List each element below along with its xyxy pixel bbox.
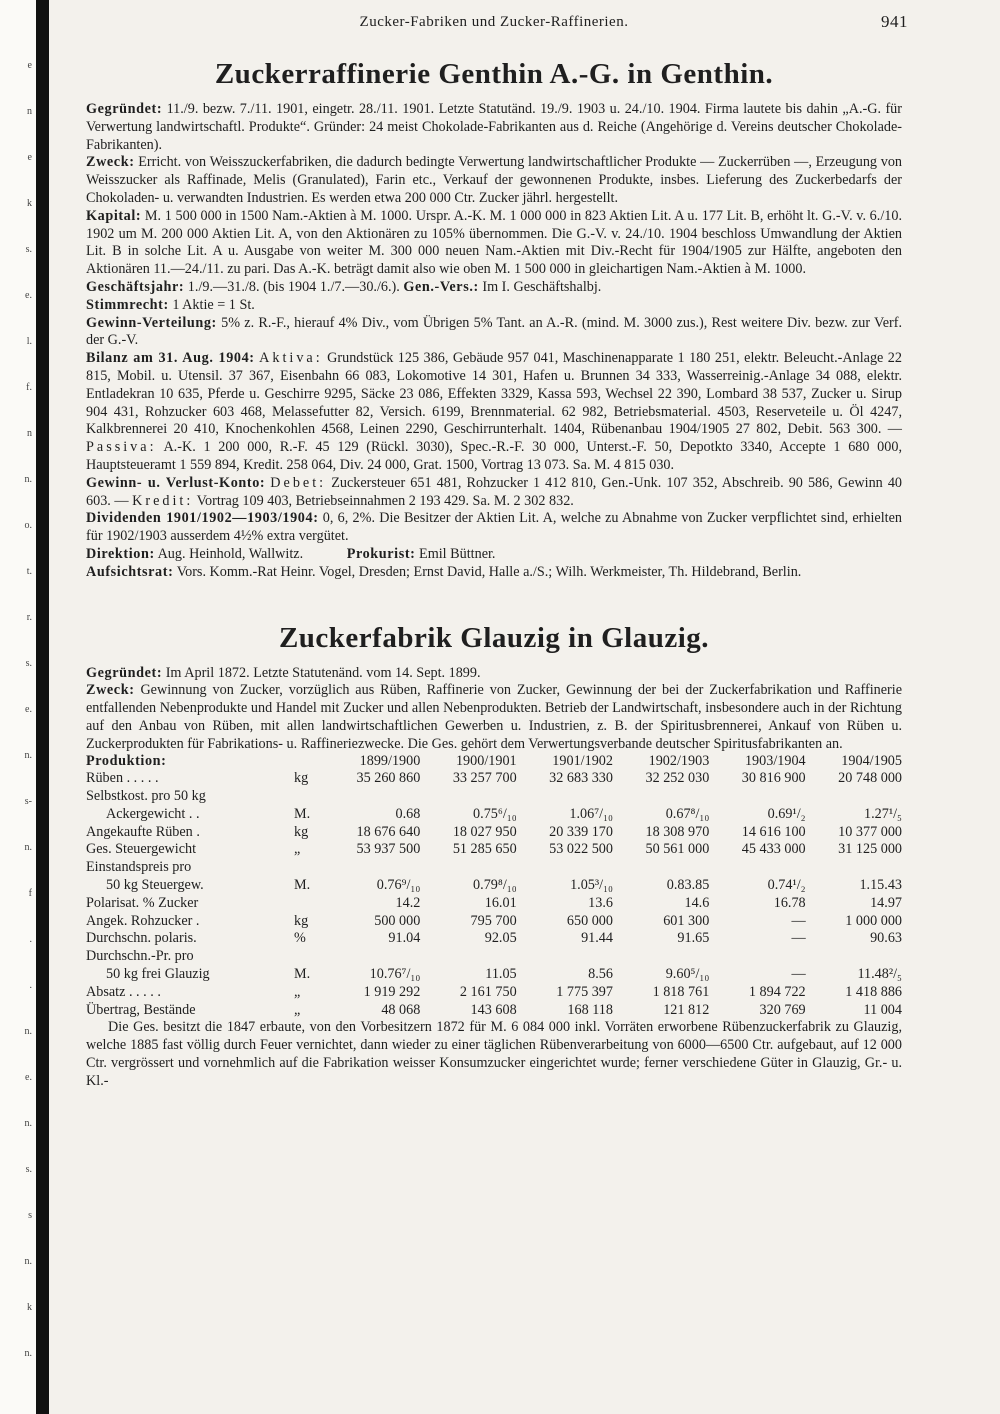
binding-shadow: [36, 0, 49, 1414]
c1-zweck: Zweck: Erricht. von Weisszuckerfabriken, die dadurch bedingte Verwertung landwirtschaftlicher Produkte — Zuckerrüben —, Erzeugung von Weisszucker als Raffinade, Melis (Granulated), Farin etc., Verkauf der gewonnenen Produkte, insbes. Lieferung des Zuckerbedarfs der Chokoladen- u. verwandten Industrien. Es werden etwa 200 000 Ctr. Zucker jährl. hergestellt.: [86, 154, 903, 206]
row-unit: „: [294, 1001, 301, 1018]
margin-fragment: o.: [24, 520, 32, 531]
margin-fragment: t.: [26, 566, 32, 577]
table-cell: [517, 948, 613, 966]
margin-fragment: n: [27, 428, 32, 439]
c1-gewinn-verlust: Gewinn- u. Verlust-Konto: Debet: Zuckersteuer 651 481, Rohzucker 1 412 810, Gen.-Unk. 107 352, Abschreib. 90 586, Gewinn 40 603. — Kredit: Vortrag 109 403, Betriebseinnahmen 2 193 429. Sa. M. 2 302 832.: [86, 474, 903, 509]
table-cell: 2 161 750: [459, 983, 517, 1000]
running-header: [86, 6, 908, 40]
c2-tail-paragraph: Die Ges. besitzt die 1847 erbaute, von den Vorbesitzern 1872 für M. 6 084 000 inkl. Vorräten erworbene Rübenzuckerfabrik zu Glauzig, welche 1885 fast völlig durch Feuer vernichtet, dann wieder zu einer täglichen Rübenverarbeitung von 6000—6500 Ctr. aufgebaut, auf 12 000 Ctr. vergrössert und vornehmlich auf die Fabrikation weisser Konsumzucker eingerichtet wurde; ferner verschiedene Güter in Glauzig, Gr.- u. Kl.-: [86, 1019, 902, 1089]
table-row: [86, 1002, 902, 1020]
row-label: 50 kg frei Glauzig: [106, 966, 210, 983]
margin-fragment: .: [29, 934, 32, 945]
year-header: 1899/1900: [359, 752, 421, 769]
margin-fragment: n.: [24, 1256, 32, 1267]
c1-stimmrecht: Stimmrecht: 1 Aktie = 1 St.: [86, 296, 255, 313]
c1-gewinnverteilung: Gewinn-Verteilung: 5% z. R.-F., hierauf 4% Div., vom Übrigen 5% Tant. an A.-R. (mind. M. 3000 zus.), Rest weitere Div. bezw. zur Verf. der G.-V.: [86, 314, 902, 349]
margin-fragments: [0, 0, 34, 1414]
table-cell: 10 377 000: [838, 823, 902, 840]
margin-fragment: s.: [25, 1164, 32, 1175]
table-cell: 14.6: [684, 894, 710, 911]
page: [86, 6, 908, 1091]
table-cell: [709, 859, 805, 877]
row-label: Übertrag, Bestände: [86, 1001, 196, 1018]
table-cell: [324, 948, 420, 966]
table-cell: 32 683 330: [549, 770, 613, 787]
table-cell: 18 308 970: [645, 823, 710, 840]
margin-fragment: l.: [26, 336, 32, 347]
table-cell: 0.75⁶/₁₀: [473, 805, 517, 822]
company2-title: Zuckerfabrik Glauzig in Glauzig.: [278, 621, 710, 654]
table-cell: [420, 948, 516, 966]
table-cell: 0.83.85: [666, 877, 710, 894]
table-cell: [806, 859, 902, 877]
table-row: [86, 913, 902, 931]
row-label: Durchschn. polaris.: [86, 930, 197, 947]
c1-bilanz: Bilanz am 31. Aug. 1904: Aktiva: Grundstück 125 386, Gebäude 957 041, Maschinenapparate 1 180 251, elektr. Beleucht.-Anlage 22 815, Mobil. u. Utensil. 37 367, Eisenbahn 66 083, Lokomotive 14 301, Hafen u. Brunnen 34 333, Wasserreinig.-Anlage 34 088, elektr. Entladekran 10 635, Pferde u. Geschirre 9295, Säcke 23 086, Effekten 3329, Kassa 593, Wechsel 22 390, Lombard 38 537, Zucker u. Sirup 904 431, Rohzucker 603 468, Melassefutter 82, Versich. 6199, Brennmaterial. 62 982, Betriebsmaterial. 4503, Reserveteile u. Öl 4247, Kalkbrennerei 20 410, Knochenkohlen 4568, Leinen 2290, Geschirrunterhalt. 1404, Rübenanbau 1904/1905 27 802, Debit. 563 300. — Passiva: A.-K. 1 200 000, R.-F. 45 129 (Rückl. 3030), Spec.-R.-F. 30 000, Unterst.-F. 50, Depotkto 3340, Accepte 1 680 000, Hauptsteueramt 1 559 894, Kredit. 258 064, Div. 24 000, Grat. 1500, Vortrag 13 073. Sa. M. 4 815 030.: [86, 350, 902, 473]
table-cell: [613, 788, 709, 806]
production-table: [86, 753, 902, 1020]
table-cell: 1 775 397: [556, 983, 613, 1000]
table-cell: [613, 948, 709, 966]
table-cell: 1 818 761: [652, 983, 710, 1000]
table-cell: 1.15.43: [859, 877, 902, 894]
table-cell: 9.60⁵/₁₀: [665, 966, 710, 983]
row-label: Angekaufte Rüben .: [86, 823, 200, 840]
table-cell: —: [791, 966, 806, 983]
table-row: [86, 895, 902, 913]
table-cell: —: [791, 912, 806, 929]
row-unit: kg: [294, 823, 309, 840]
table-cell: 1 418 886: [845, 983, 902, 1000]
table-cell: [709, 788, 805, 806]
table-cell: 45 433 000: [741, 841, 806, 858]
table-cell: 30 816 900: [741, 770, 806, 787]
c1-kapital: Kapital: M. 1 500 000 in 1500 Nam.-Aktien à M. 1000. Urspr. A.-K. M. 1 000 000 in 823 Aktien Lit. A u. 177 Lit. B, erhöht lt. G.-V. v. 6./10. 1902 um M. 200 000 Aktien Lit. A, von den Aktionären zu 105% übernommen. Die G.-V. v. 24./10. 1904 beschloss Umwandlung der Aktien Lit. B in solche Lit. A u. Ausgabe von weiter M. 300 000 neuen Nam.-Aktien mit Div.-Recht für 1904/1905 zur Hälfte, angeboten den Aktionären 11.—24./11. zu pari. Das A.-K. beträgt damit also wie oben M. 1 500 000 in gleichartigen Nam.-Aktien à M. 1000.: [86, 207, 902, 278]
table-cell: 1.06⁷/₁₀: [569, 805, 613, 822]
table-row: [86, 984, 902, 1002]
table-row: [86, 859, 902, 877]
table-cell: 121 812: [663, 1001, 710, 1018]
table-cell: 0.69¹/₂: [767, 805, 806, 822]
table-cell: 0.74¹/₂: [767, 877, 806, 894]
table-cell: [613, 859, 709, 877]
table-cell: 11.48²/₅: [857, 966, 902, 983]
margin-fragment: e.: [25, 1072, 32, 1083]
table-cell: 32 252 030: [645, 770, 710, 787]
margin-fragment: s.: [25, 658, 32, 669]
table-cell: 18 027 950: [452, 823, 517, 840]
table-cell: 10.76⁷/₁₀: [369, 966, 421, 983]
table-row: [86, 877, 902, 895]
table-cell: 1.27¹/₅: [864, 805, 902, 822]
table-cell: 14.97: [870, 894, 902, 911]
table-cell: 53 937 500: [356, 841, 421, 858]
row-label: Durchschn.-Pr. pro: [86, 948, 194, 965]
row-unit: M.: [294, 805, 311, 822]
margin-fragment: .: [29, 980, 32, 991]
c1-gegruendet: Gegründet: 11./9. bezw. 7./11. 1901, eingetr. 28./11. 1901. Letzte Statutänd. 19./9. 1903 u. 24./10. 1904. Firma lautete bis dahin „A.-G. für Verwertung landwirtschaftl. Produkte“. Gründer: 24 meist Chokolade-Fabrikanten aus d. Reiche (Angehörige d. Vereins deutscher Chokolade-Fabrikanten).: [86, 101, 902, 153]
table-cell: 20 748 000: [838, 770, 902, 787]
row-label: Angek. Rohzucker .: [86, 912, 200, 929]
row-unit: M.: [294, 966, 311, 983]
table-cell: 48 068: [381, 1001, 421, 1018]
production-header-row: [86, 753, 902, 771]
page-number: 941: [881, 12, 908, 31]
margin-fragment: e.: [25, 704, 32, 715]
year-header: 1903/1904: [744, 752, 806, 769]
table-cell: 91.44: [581, 930, 613, 947]
table-cell: [324, 859, 420, 877]
margin-fragment: n.: [24, 1118, 32, 1129]
margin-fragment: k: [27, 198, 32, 209]
table-cell: 0.67⁸/₁₀: [665, 805, 710, 822]
margin-fragment: n.: [24, 842, 32, 853]
row-unit: M.: [294, 877, 311, 894]
table-cell: 168 118: [567, 1001, 613, 1018]
table-row: [86, 966, 902, 984]
table-cell: 91.04: [388, 930, 421, 947]
table-row: [86, 824, 902, 842]
table-cell: 31 125 000: [838, 841, 902, 858]
table-cell: 14 616 100: [741, 823, 806, 840]
table-cell: 1.05³/₁₀: [570, 877, 613, 894]
table-row: [86, 841, 902, 859]
table-cell: 795 700: [470, 912, 517, 929]
table-cell: [517, 859, 613, 877]
table-cell: 92.05: [484, 930, 517, 947]
table-cell: [420, 788, 516, 806]
running-head: Zucker-Fabriken und Zucker-Raffinerien.: [359, 14, 629, 30]
table-cell: [420, 859, 516, 877]
table-cell: 1 000 000: [845, 912, 902, 929]
table-cell: [517, 788, 613, 806]
company1-title: Zuckerraffinerie Genthin A.-G. in Genthin.: [214, 58, 774, 90]
table-cell: 91.65: [677, 930, 710, 947]
row-unit: kg: [294, 912, 309, 929]
table-cell: —: [791, 930, 806, 947]
year-header: 1904/1905: [841, 752, 902, 769]
row-unit: [294, 859, 324, 877]
table-cell: 0.79⁸/₁₀: [473, 877, 517, 894]
c1-geschaeftsjahr: Geschäftsjahr: 1./9.—31./8. (bis 1904 1./7.—30./6.). Gen.-Vers.: Im I. Geschäftshalbj.: [86, 278, 602, 295]
table-cell: 143 608: [470, 1001, 517, 1018]
margin-fragment: f: [28, 888, 32, 899]
margin-fragment: n.: [24, 1348, 32, 1359]
table-row: [86, 930, 902, 948]
table-cell: 0.76⁹/₁₀: [376, 877, 421, 894]
table-cell: [709, 948, 805, 966]
margin-fragment: s.: [25, 244, 32, 255]
row-unit: [294, 948, 324, 966]
row-label: Absatz . . . . .: [86, 983, 161, 1000]
table-row: [86, 806, 902, 824]
year-header: 1902/1903: [648, 752, 710, 769]
row-label: Polarisat. % Zucker: [86, 894, 199, 911]
table-cell: 0.68: [395, 805, 421, 822]
c1-dividenden: Dividenden 1901/1902—1903/1904: 0, 6, 2%. Die Besitzer der Aktien Lit. A, welche zu Abnahme von Zucker verpflichtet sind, erhielten für 1902/1903 ausserdem 4½% extra vergütet.: [86, 510, 902, 545]
row-unit: [294, 788, 324, 806]
table-cell: 35 260 860: [356, 770, 421, 787]
production-label: Produktion:: [86, 752, 167, 769]
row-label: Einstandspreis pro: [86, 859, 192, 876]
margin-fragment: n: [27, 106, 32, 117]
row-label: Ges. Steuergewicht: [86, 841, 197, 858]
margin-fragment: f.: [26, 382, 32, 393]
margin-fragment: k: [27, 1302, 32, 1313]
row-label: Selbstkost. pro 50 kg: [86, 788, 206, 805]
table-cell: 500 000: [374, 912, 421, 929]
margin-fragment: e: [27, 152, 32, 163]
margin-fragment: e.: [25, 290, 32, 301]
row-label: Ackergewicht . .: [106, 805, 200, 822]
margin-fragment: s-: [24, 796, 32, 807]
c1-direktion: Direktion: Aug. Heinhold, Wallwitz. Prokurist: Emil Büttner.: [86, 545, 496, 562]
table-cell: 8.56: [588, 966, 613, 983]
table-cell: 1 919 292: [363, 983, 421, 1000]
table-cell: 20 339 170: [549, 823, 613, 840]
production-body: [86, 770, 902, 1019]
table-cell: [324, 788, 420, 806]
table-row: [86, 948, 902, 966]
table-row: [86, 770, 902, 788]
table-cell: 601 300: [663, 912, 710, 929]
row-unit: %: [294, 930, 306, 947]
row-unit: „: [294, 841, 301, 858]
c1-aufsichtsrat: Aufsichtsrat: Vors. Komm.-Rat Heinr. Vogel, Dresden; Ernst David, Halle a./S.; Wilh. Werkmeister, Th. Hildebrand, Berlin.: [86, 563, 802, 580]
margin-fragment: r.: [26, 612, 32, 623]
table-cell: 11 004: [863, 1001, 902, 1018]
table-cell: 53 022 500: [549, 841, 613, 858]
c2-gegruendet: Gegründet: Im April 1872. Letzte Statutenänd. vom 14. Sept. 1899.: [86, 664, 481, 681]
margin-fragment: n.: [24, 1026, 32, 1037]
table-cell: 320 769: [759, 1001, 806, 1018]
row-unit: [294, 895, 324, 913]
table-cell: 650 000: [566, 912, 613, 929]
row-label: Rüben . . . . .: [86, 770, 159, 787]
table-cell: [806, 948, 902, 966]
table-cell: 1 894 722: [748, 983, 806, 1000]
table-row: [86, 788, 902, 806]
table-cell: [806, 788, 902, 806]
table-cell: 13.6: [588, 894, 613, 911]
table-cell: 90.63: [870, 930, 902, 947]
table-cell: 33 257 700: [452, 770, 517, 787]
table-cell: 16.78: [773, 894, 806, 911]
year-header: 1901/1902: [552, 752, 613, 769]
table-cell: 14.2: [395, 894, 421, 911]
row-unit: kg: [294, 770, 309, 787]
table-cell: 18 676 640: [356, 823, 421, 840]
table-cell: 50 561 000: [645, 841, 710, 858]
c2-zweck: Zweck: Gewinnung von Zucker, vorzüglich aus Rüben, Raffinerie von Zucker, Gewinnung der bei der Zuckerfabrikation und Raffinerie entfallenden Nebenprodukte und Handel mit Zucker und allen Nebenprodukten. Betrieb der Landwirtschaft, insbesondere auch in der Richtung auf den Anbau von Rüben, mit allen landwirtschaftlichen Gewerben u. Industrien, z. B. der Spiritusbrennerei, Ankauf von Rüben u. Zuckerprodukten für Fabrikations- u. Raffineriezwecke. Die Ges. gehört dem Verwertungsverbande deutscher Spiritusfabrikanten an.: [86, 682, 903, 752]
margin-fragment: s: [28, 1210, 32, 1221]
margin-fragment: e: [27, 60, 32, 71]
margin-fragment: n.: [24, 750, 32, 761]
row-unit: „: [294, 983, 301, 1000]
year-header: 1900/1901: [455, 752, 517, 769]
row-label: 50 kg Steuergew.: [106, 877, 204, 894]
margin-fragment: n.: [24, 474, 32, 485]
table-cell: 16.01: [484, 894, 517, 911]
table-cell: 11.05: [485, 966, 517, 983]
table-cell: 51 285 650: [452, 841, 517, 858]
